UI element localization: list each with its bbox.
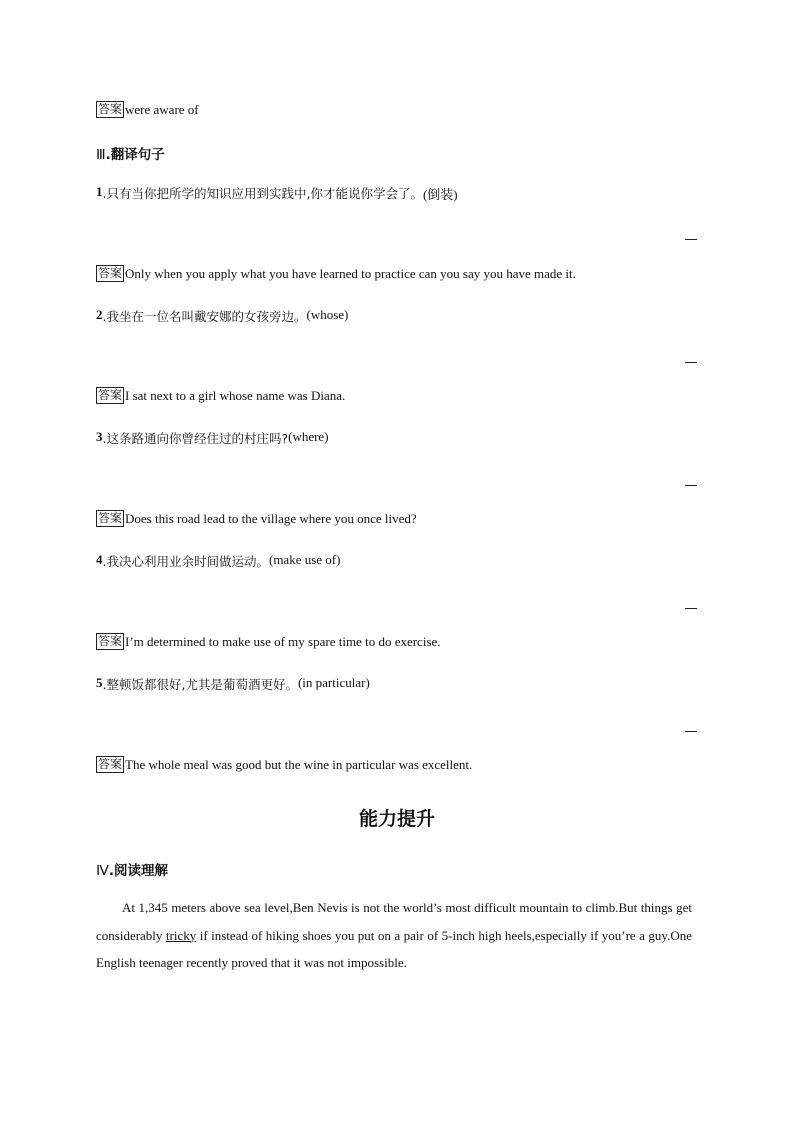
question-number: 3 <box>96 429 103 444</box>
question-text: .整顿饭都很好,尤其是葡萄酒更好。 <box>102 677 298 692</box>
section-title: .阅读理解 <box>108 863 169 879</box>
answer-text: The whole meal was good but the wine in particular was excellent. <box>125 756 473 772</box>
question-hint: (whose) <box>306 307 349 322</box>
question-number: 5 <box>96 675 103 690</box>
answer-text: I sat next to a girl whose name was Diana. <box>125 387 346 403</box>
answer-blank-line <box>685 731 697 732</box>
question-text: .我决心利用业余时间做运动。 <box>102 554 269 569</box>
section-heading-reading <box>96 859 168 880</box>
answer-blank-line <box>685 608 697 609</box>
reading-paragraph <box>96 894 692 977</box>
reading-text-part1: At 1,345 meters above sea level,Ben Nevis is not the world’s most difficult mountain to climb.But things get considerably <box>96 900 692 943</box>
question-text: .我坐在一位名叫戴安娜的女孩旁边。 <box>102 309 307 324</box>
question-number: 2 <box>96 307 103 322</box>
answer-tag: 答案 <box>98 266 123 280</box>
answer-tag: 答案 <box>98 388 123 402</box>
question-number: 1 <box>96 184 103 199</box>
question-hint: (倒装) <box>422 187 458 202</box>
question-1 <box>96 184 458 203</box>
answer-text: Does this road lead to the village where you once lived? <box>125 510 417 526</box>
underlined-word: tricky <box>165 927 197 943</box>
section-heading-translate <box>96 143 165 164</box>
section-number: Ⅲ <box>96 148 106 163</box>
answer-blank-line <box>685 239 697 240</box>
question-number: 4 <box>96 552 103 567</box>
reading-text-part2: if instead of hiking shoes you put on a pair of 5-inch high heels,especially if you’re a guy.One English teenager recently proved that it was not impossible. <box>96 927 692 970</box>
ability-section-title: 能力提升 <box>358 808 435 830</box>
answer-row-2 <box>96 387 345 404</box>
question-4 <box>96 552 340 570</box>
question-text: .只有当你把所学的知识应用到实践中,你才能说你学会了。 <box>102 186 423 201</box>
question-hint: (where) <box>288 429 329 444</box>
section-number: Ⅳ <box>96 864 109 879</box>
answer-row-top <box>96 101 199 118</box>
answer-blank-line <box>685 485 697 486</box>
question-text: .这条路通向你曾经住过的村庄吗? <box>102 431 289 446</box>
answer-tag: 答案 <box>98 511 123 525</box>
answer-tag: 答案 <box>98 634 123 648</box>
answer-tag: 答案 <box>98 102 123 116</box>
answer-text: I’m determined to make use of my spare time to do exercise. <box>125 633 441 649</box>
question-3 <box>96 429 329 447</box>
answer-blank-line <box>685 362 697 363</box>
answer-tag: 答案 <box>98 757 123 771</box>
answer-text: Only when you apply what you have learned to practice can you say you have made it. <box>125 265 576 281</box>
question-5 <box>96 675 370 693</box>
answer-row-5 <box>96 756 472 773</box>
question-hint: (in particular) <box>297 675 370 690</box>
answer-row-4 <box>96 633 441 650</box>
question-2 <box>96 307 348 325</box>
section-title: .翻译句子 <box>105 147 165 163</box>
question-hint: (make use of) <box>268 552 341 567</box>
answer-text: were aware of <box>125 101 199 117</box>
answer-row-1 <box>96 265 576 282</box>
answer-row-3 <box>96 510 417 527</box>
